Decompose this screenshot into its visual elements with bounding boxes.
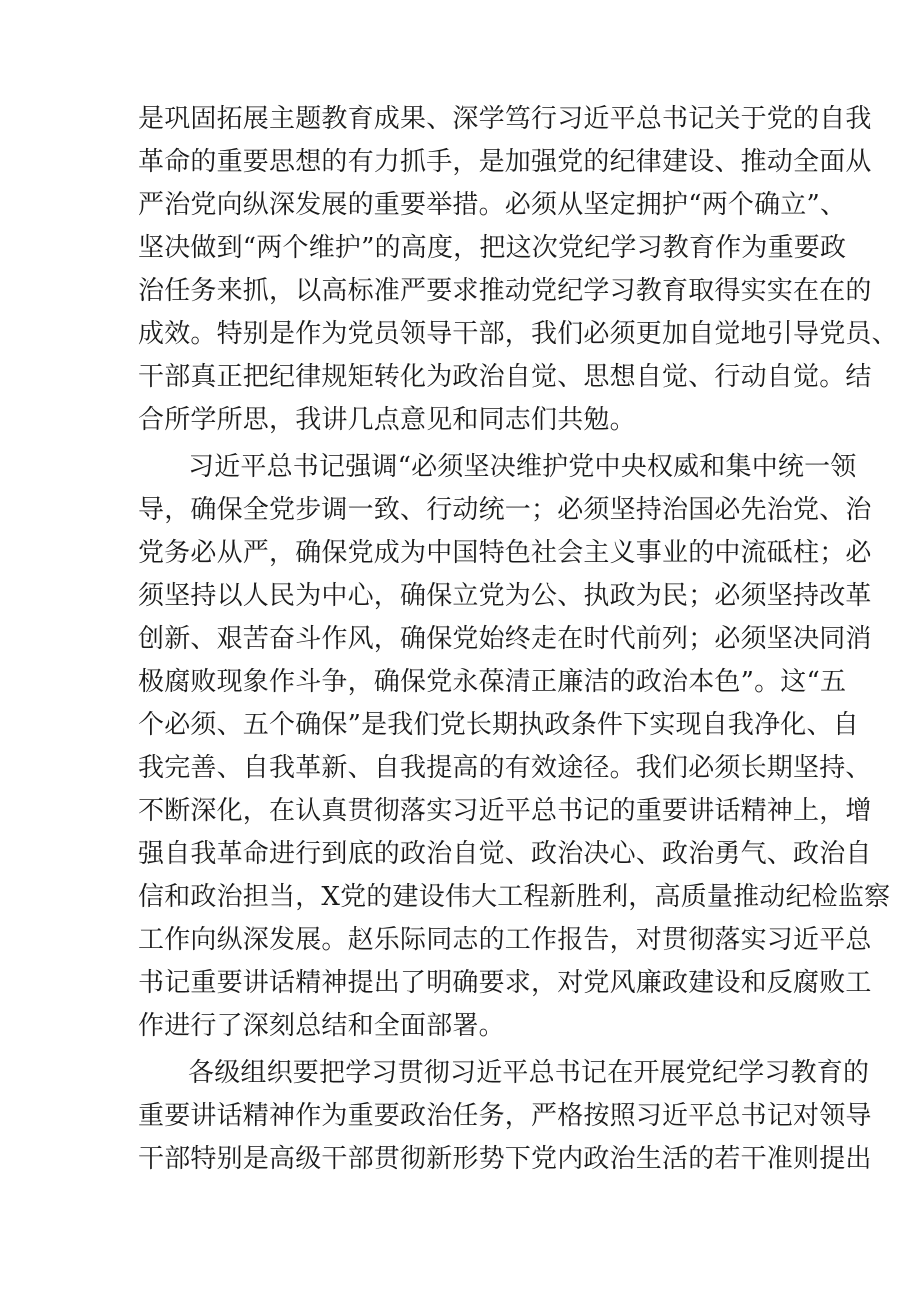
- paragraph-line: 书记重要讲话精神提出了明确要求，对党风廉政建设和反腐败工: [138, 968, 872, 998]
- paragraph-line: 干部特别是高级干部贯彻新形势下党内政治生活的若干准则提出: [138, 1144, 872, 1174]
- paragraph-line: 坚决做到“两个维护”的高度，把这次党纪学习教育作为重要政: [138, 233, 847, 263]
- paragraph-1: [138, 98, 898, 442]
- paragraph-line: 严治党向纵深发展的重要举措。必须从坚定拥护“两个确立”、: [138, 190, 847, 220]
- paragraph-line: 极腐败现象作斗争，确保党永葆清正廉洁的政治本色”。这“五: [138, 667, 847, 697]
- paragraph-line: 创新、艰苦奋斗作风，确保党始终走在时代前列；必须坚决同消: [138, 624, 872, 654]
- paragraph-3: [138, 1052, 872, 1181]
- paragraph-line: 治任务来抓，以高标准严要求推动党纪学习教育取得实实在在的: [138, 276, 872, 306]
- paragraph-line: 作进行了深刻总结和全面部署。: [138, 1011, 505, 1041]
- paragraph-line: 重要讲话精神作为重要政治任务，严格按照习近平总书记对领导: [138, 1101, 872, 1131]
- paragraph-line: 党务必从严，确保党成为中国特色社会主义事业的中流砥柱；必: [138, 538, 872, 568]
- paragraph-line: 强自我革命进行到底的政治自觉、政治决心、政治勇气、政治自: [138, 839, 872, 869]
- paragraph-line: 不断深化，在认真贯彻落实习近平总书记的重要讲话精神上，增: [138, 796, 872, 826]
- paragraph-line: 个必须、五个确保”是我们党长期执政条件下实现自我净化、自: [138, 710, 859, 740]
- paragraph-line: 须坚持以人民为中心，确保立党为公、执政为民；必须坚持改革: [138, 581, 872, 611]
- paragraph-line: 我完善、自我革新、自我提高的有效途径。我们必须长期坚持、: [138, 753, 872, 783]
- paragraph-line: 是巩固拓展主题教育成果、深学笃行习近平总书记关于党的自我: [138, 104, 872, 134]
- paragraph-line: 合所学所思，我讲几点意见和同志们共勉。: [138, 405, 636, 435]
- paragraph-2: [138, 446, 891, 1048]
- paragraph-line: 成效。特别是作为党员领导干部，我们必须更加自觉地引导党员、: [138, 319, 898, 349]
- paragraph-line: 习近平总书记强调“必须坚决维护党中央权威和集中统一领: [188, 452, 857, 482]
- paragraph-line: 干部真正把纪律规矩转化为政治自觉、思想自觉、行动自觉。结: [138, 362, 872, 392]
- paragraph-line: 信和政治担当，X党的建设伟大工程新胜利，高质量推动纪检监察: [138, 882, 891, 912]
- paragraph-line: 导，确保全党步调一致、行动统一；必须坚持治国必先治党、治: [138, 495, 872, 525]
- paragraph-line: 革命的重要思想的有力抓手，是加强党的纪律建设、推动全面从: [138, 147, 872, 177]
- paragraph-line: 各级组织要把学习贯彻习近平总书记在开展党纪学习教育的: [188, 1058, 870, 1088]
- paragraph-line: 工作向纵深发展。赵乐际同志的工作报告，对贯彻落实习近平总: [138, 925, 872, 955]
- document-body: [138, 98, 898, 1181]
